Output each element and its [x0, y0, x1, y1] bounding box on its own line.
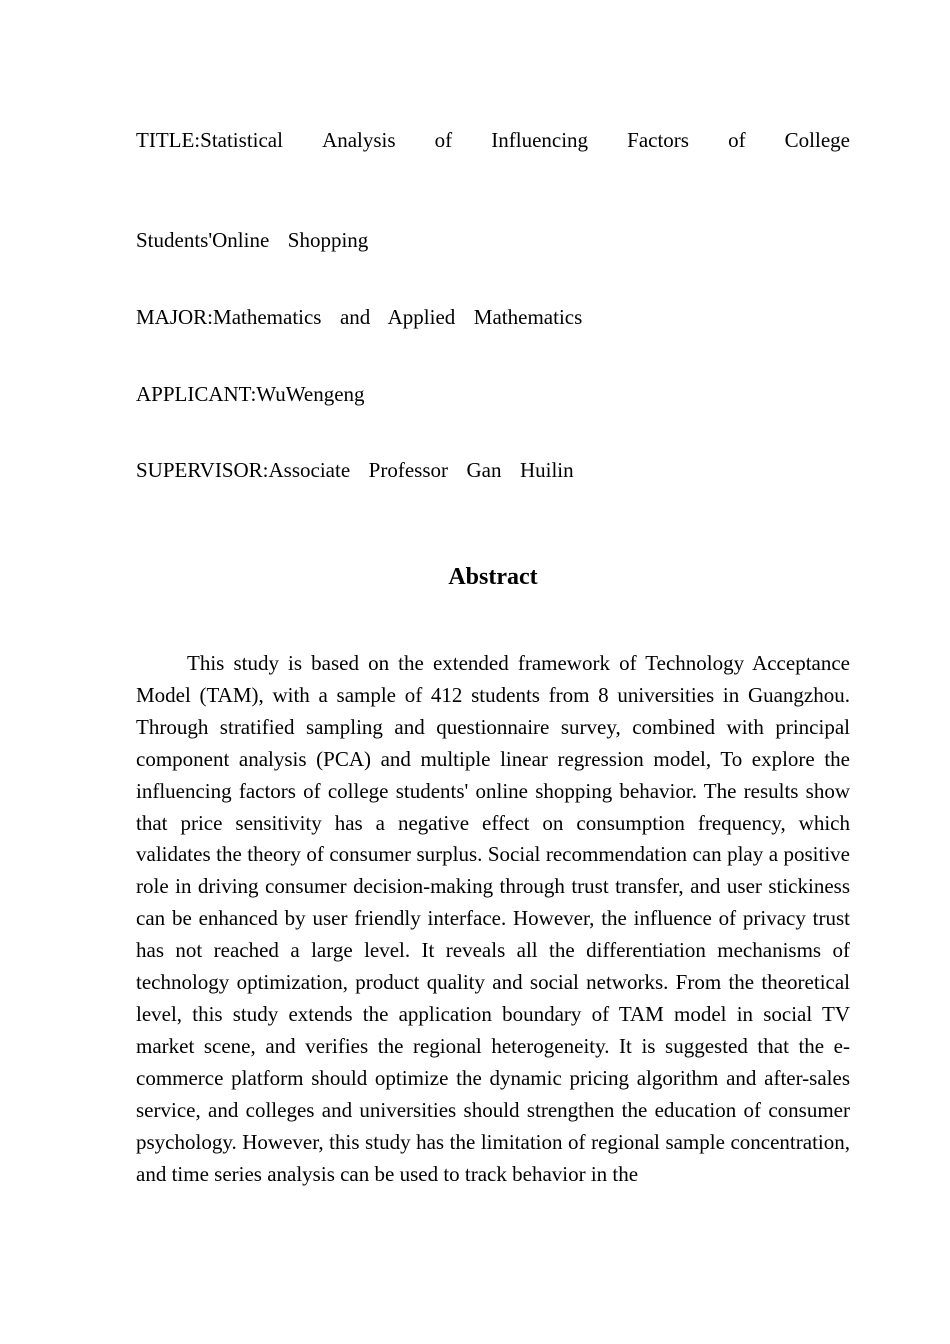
- title-word: Analysis: [322, 128, 396, 152]
- supervisor-line: SUPERVISOR:Associate Professor Gan Huilin: [136, 458, 574, 482]
- title-word: TITLE:Statistical: [136, 128, 283, 152]
- title-word: of: [434, 128, 453, 152]
- title-word: College: [784, 128, 850, 152]
- thesis-title-line-2: Students'Online Shopping: [136, 228, 369, 252]
- major-line: MAJOR:Mathematics and Applied Mathematics: [136, 305, 583, 329]
- title-word: Factors: [627, 128, 689, 152]
- title-word: Influencing: [491, 128, 589, 152]
- applicant-line: APPLICANT:WuWengeng: [136, 382, 365, 406]
- title-word: of: [728, 128, 746, 152]
- thesis-title-line-1: [136, 128, 850, 152]
- abstract-heading: Abstract: [448, 564, 538, 590]
- abstract-body: This study is based on the extended framework of Technology Acceptance Model (TAM), with a sample of 412 students from 8 universities in Guangzhou. Through stratified sampling and questionnaire survey, combined with principal component analysis (PCA) and multiple linear regression model, To explore the influencing factors of college students' online shopping behavior. The results show that price sensitivity has a negative effect on consumption frequency, which validates the theory of consumer surplus. Social recommendation can play a positive role in driving consumer decision-making through trust transfer, and user stickiness can be enhanced by user friendly interface. However, the influence of privacy trust has not reached a large level. It reveals all the differentiation mechanisms of technology optimization, product quality and social networks. From the theoretical level, this study extends the application boundary of TAM model in social TV market scene, and verifies the regional heterogeneity. It is suggested that the e-commerce platform should optimize the dynamic pricing algorithm and after-sales service, and colleges and universities should strengthen the education of consumer psychology. However, this study has the limitation of regional sample concentration, and time series analysis can be used to track behavior in the: [136, 651, 850, 1186]
